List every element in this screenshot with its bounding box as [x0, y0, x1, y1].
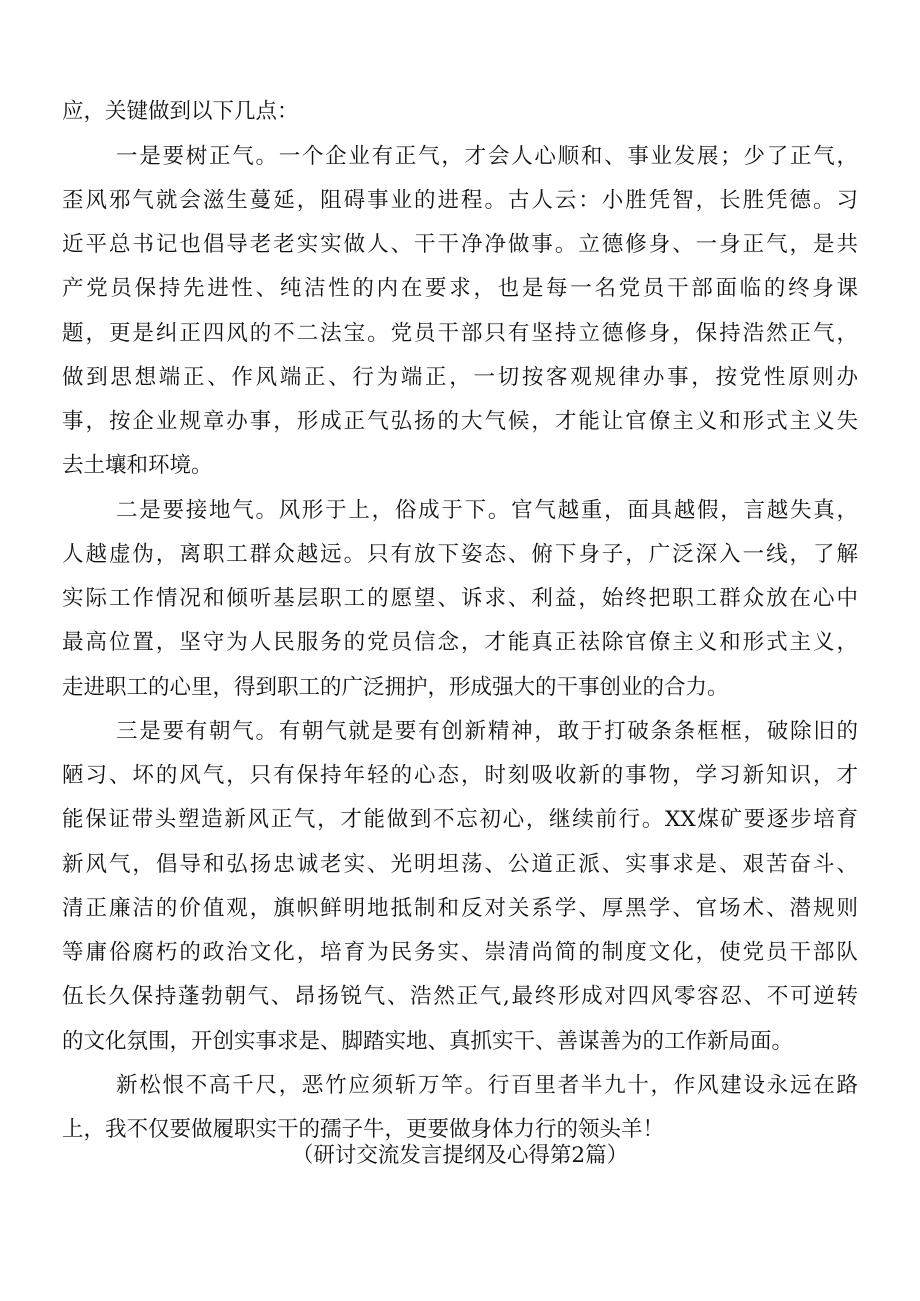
section-title: （研讨交流发言提纲及心得第2篇） — [291, 1143, 629, 1168]
paragraph-3-line: 等庸俗腐朽的政治文化，培育为民务实、崇清尚简的制度文化，使党员干部队 — [62, 940, 858, 965]
paragraph-1-line: 产党员保持先进性、纯洁性的内在要求，也是每一名党员干部面临的终身课 — [62, 276, 858, 301]
paragraph-1-line: 题，更是纠正四风的不二法宝。党员干部只有坚持立德修身，保持浩然正气， — [62, 321, 858, 346]
paragraph-3-line: 三是要有朝气。有朝气就是要有创新精神，敢于打破条条框框，破除旧的 — [116, 719, 858, 744]
paragraph-2-line: 二是要接地气。风形于上，俗成于下。官气越重，面具越假，言越失真， — [116, 498, 858, 523]
paragraph-3-line: 伍长久保持蓬勃朝气、昂扬锐气、浩然正气,最终形成对四风零容忍、不可逆转 — [62, 984, 858, 1009]
paragraph-2-line: 走进职工的心里，得到职工的广泛拥护，形成强大的干事创业的合力。 — [62, 675, 729, 700]
paragraph-2-line: 最高位置，坚守为人民服务的党员信念，才能真正祛除官僚主义和形式主义， — [62, 630, 858, 655]
paragraph-2-line: 实际工作情况和倾听基层职工的愿望、诉求、利益，始终把职工群众放在心中 — [62, 586, 858, 611]
paragraph-3-line: 新风气，倡导和弘扬忠诚老实、光明坦荡、公道正派、实事求是、艰苦奋斗、 — [62, 852, 858, 877]
paragraph-2-line: 人越虚伪，离职工群众越远。只有放下姿态、俯下身子，广泛深入一线，了解 — [62, 542, 858, 567]
paragraph-4-line: 新松恨不高千尺，恶竹应须斩万竿。行百里者半九十，作风建设永远在路 — [116, 1073, 858, 1098]
paragraph-1-line: 去土壤和环境。 — [62, 453, 213, 478]
paragraph-3-line: 的文化氛围，开创实事求是、脚踏实地、真抓实干、善谋善为的工作新局面。 — [62, 1029, 794, 1054]
paragraph-3-line: 清正廉洁的价值观，旗帜鲜明地抵制和反对关系学、厚黑学、官场术、潜规则 — [62, 896, 858, 921]
paragraph-1-line: 歪风邪气就会滋生蔓延，阻碍事业的进程。古人云：小胜凭智，长胜凭德。习 — [62, 188, 858, 213]
paragraph-3-line: 陋习、坏的风气，只有保持年轻的心态，时刻吸收新的事物，学习新知识，才 — [62, 763, 858, 788]
paragraph-1-line: 一是要树正气。一个企业有正气，才会人心顺和、事业发展；少了正气， — [116, 144, 858, 169]
paragraph-1-line: 事，按企业规章办事，形成正气弘扬的大气候，才能让官僚主义和形式主义失 — [62, 409, 858, 434]
paragraph-3-line: 能保证带头塑造新风正气，才能做到不忘初心，继续前行。XX煤矿要逐步培育 — [62, 807, 858, 832]
paragraph-4-line: 上，我不仅要做履职实干的孺子牛，更要做身体力行的领头羊！ — [62, 1117, 665, 1142]
paragraph-intro-line: 应，关键做到以下几点： — [62, 99, 299, 124]
paragraph-1-line: 近平总书记也倡导老老实实做人、干干净净做事。立德修身、一身正气，是共 — [62, 232, 858, 257]
paragraph-1-line: 做到思想端正、作风端正、行为端正，一切按客观规律办事，按党性原则办 — [62, 365, 858, 390]
